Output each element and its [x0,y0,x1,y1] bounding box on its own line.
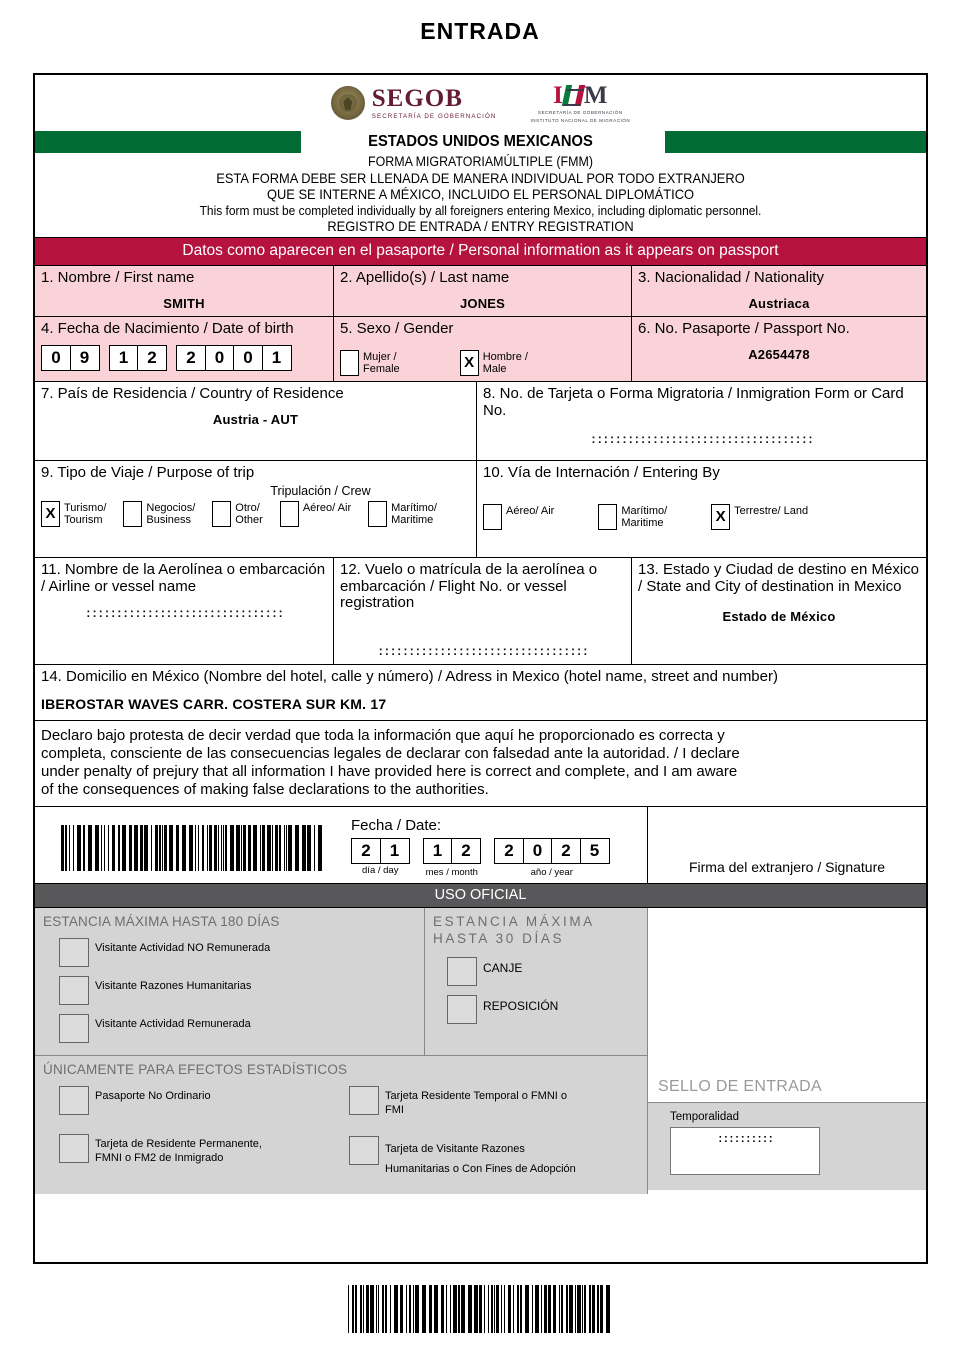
stay-30-title-line2: HASTA 30 DÍAS [433,930,565,946]
stat-label-3-line2: FMNI o FM2 de Inmigrado [95,1151,224,1164]
field-11-label: 11. Nombre de la Aerolínea o embarcación / Airline or vessel name [41,560,326,595]
entry-day-digit-1[interactable]: 2 [351,838,381,864]
field-14-label: 14. Domicilio en México (Nombre del hotel, calle y número) / Adress in Mexico (hotel name, street and number) [41,668,778,686]
temporalidad-block [648,1102,926,1190]
official-use-body [35,907,926,1194]
entry-month-digit-2[interactable]: 2 [451,838,481,864]
barcode-date-cell [35,807,648,883]
stat-checkbox-3[interactable] [59,1134,89,1163]
passport-data-banner: Datos como aparecen en el pasaporte / Personal information as it appears on passport [35,237,926,266]
field-6-label: 6. No. Pasaporte / Passport No. [638,319,850,337]
purpose-tourism-label-line2: Tourism [64,513,103,526]
field-3-label: 3. Nacionalidad / Nationality [638,269,824,287]
gender-male-label-line1: Hombre / [482,350,528,363]
stay180-checkbox-3[interactable] [59,1014,89,1043]
signature-label: Firma del extranjero / Signature [688,858,886,875]
temporalidad-label: Temporalidad [670,1110,740,1123]
official-use-banner: USO OFICIAL [35,884,926,907]
stay180-option-3[interactable] [59,1014,416,1043]
signature-cell[interactable] [648,807,926,883]
entry-day-digit-2[interactable]: 1 [380,838,410,864]
purpose-option-business[interactable] [123,501,195,527]
field-6-passport-no[interactable] [632,317,926,381]
field-2-last-name[interactable] [334,266,632,316]
field-1-label: 1. Nombre / First name [41,269,195,287]
entering-maritime-label-line1: Marítimo/ [621,504,668,517]
purpose-crew-maritime-label-line2: Maritime [391,513,434,526]
dob-year-digit-1[interactable]: 2 [176,345,206,371]
year-caption: año / year [530,866,573,878]
field-8-immigration-card-no[interactable] [477,382,926,460]
field-2-label: 2. Apellido(s) / Last name [340,269,510,287]
field-11-value: :::::::::::::::::::::::::::::::: [84,607,284,622]
inm-tricolor-icon [564,85,583,106]
inm-logo [530,83,630,123]
dob-year-digit-2[interactable]: 0 [205,345,235,371]
temporalidad-input[interactable] [670,1127,820,1175]
field-12-label: 12. Vuelo o matrícula de la aerolínea o embarcación / Flight No. or vessel registration [340,560,598,612]
gender-female-option[interactable] [340,350,400,376]
purpose-tourism-label-line1: Turismo/ [64,501,107,514]
stay-30-days-block [425,908,647,1055]
statistics-title: ÚNICAMENTE PARA EFECTOS ESTADÍSTICOS [43,1061,348,1077]
entry-year-digit-4[interactable]: 5 [580,838,610,864]
entry-stamp-area[interactable] [648,908,926,1102]
stat-option-2[interactable] [349,1086,639,1118]
purpose-crew-maritime-checkbox[interactable] [368,501,387,527]
stat-label-4-line2: Humanitarias o Con Fines de Adopción [385,1163,576,1176]
dob-day-group [41,345,100,371]
stat-label-2-line1: Tarjeta Residente Temporal o FMNI o [385,1089,567,1102]
declaration-line-1: Declaro bajo protesta de decir verdad que toda la información que aquí he proporcionado es correcta y [41,726,725,744]
field-2-value: JONES [459,295,506,311]
stat-checkbox-2[interactable] [349,1086,379,1115]
field-11-airline-name[interactable] [35,558,334,664]
stay-30-title-line1: ESTANCIA MÁXIMA [433,913,595,929]
stay30-option-canje[interactable] [447,957,639,986]
entry-year-digit-3[interactable]: 2 [551,838,581,864]
declaration-block [35,721,926,806]
mexican-eagle-seal-icon [331,86,365,120]
field-8-label: 8. No. de Tarjeta o Forma Migratoria / Inmigration Form or Card No. [483,384,904,419]
stay180-checkbox-1[interactable] [59,938,89,967]
stay180-checkbox-2[interactable] [59,976,89,1005]
entering-land-label-line1: Terrestre/ Land [734,504,809,517]
header-line-1: FORMA MIGRATORIAMÚLTIPLE (FMM) [368,154,593,169]
row-fields-4-5-6 [35,317,926,382]
purpose-tourism-checkbox[interactable]: X [41,501,60,527]
field-13-value: Estado de México [722,609,836,625]
inm-letter-i: I [553,81,563,109]
inm-letter-m: M [583,81,608,109]
field-10-label: 10. Vía de Internación / Entering By [483,463,720,481]
stay180-label-2: Visitante Razones Humanitarias [95,979,252,992]
logo-row [35,75,926,131]
declaration-line-4: of the consequences of making false declarations to the authorities. [41,780,489,798]
entering-land-checkbox[interactable]: X [711,504,730,530]
purpose-option-crew-maritime[interactable] [368,501,437,527]
field-4-date-boxes [41,345,327,371]
date-label: Fecha / Date: [351,816,442,834]
stay30-option-reposicion[interactable] [447,995,639,1024]
inm-subtitle-line1: SECRETARÍA DE GOBERNACIÓN [538,109,623,115]
entering-air-checkbox[interactable] [483,504,502,530]
header-line-3: QUE SE INTERNE A MÉXICO, INCLUIDO EL PERSONAL DIPLOMÁTICO [266,186,695,203]
stay180-label-3: Visitante Actividad Remunerada [95,1017,251,1030]
field-8-value: :::::::::::::::::::::::::::::::::::: [589,433,814,448]
row-fields-7-8 [35,382,926,461]
entering-air-label-line1: Aéreo/ Air [506,504,555,517]
form-frame [33,73,928,1264]
purpose-business-label-line1: Negocios/ [146,501,196,514]
field-7-label: 7. País de Residencia / Country of Residence [41,384,344,402]
field-13-destination[interactable] [632,558,926,664]
stat-checkbox-1[interactable] [59,1086,89,1115]
field-9-crew-label: Tripulación / Crew [270,483,371,498]
barcode-primary [61,825,323,871]
declaration-line-2: completa, consciente de las consecuencias legales de declarar con falsedad ante la autoridad. / I declare [41,744,740,762]
row-field-14 [35,665,926,721]
entering-maritime-label-line2: Maritime [621,516,664,529]
dob-year-digit-4[interactable]: 1 [262,345,292,371]
month-caption: mes / month [425,866,478,878]
header-lines [35,153,926,237]
stat-label-4-line1: Tarjeta de Visitante Razones [385,1143,525,1156]
stamp-label: SELLO DE ENTRADA [658,1077,822,1095]
gender-female-label-line1: Mujer / [363,350,397,363]
field-5-label: 5. Sexo / Gender [340,319,454,337]
stay-180-days-block [35,908,425,1055]
stat-checkbox-4[interactable] [349,1136,379,1165]
purpose-crew-air-checkbox[interactable] [280,501,299,527]
gender-female-checkbox[interactable] [340,350,359,376]
statistics-block [35,1056,647,1194]
field-5-gender[interactable] [334,317,632,381]
field-3-nationality[interactable] [632,266,926,316]
day-caption: día / day [362,864,399,876]
purpose-other-checkbox[interactable] [212,501,231,527]
barcode-footer [348,1285,612,1333]
row-fields-9-10 [35,461,926,558]
field-1-first-name[interactable] [35,266,334,316]
gender-male-checkbox[interactable]: X [460,350,479,376]
field-7-country-of-residence[interactable] [35,382,477,460]
page-title: ENTRADA [420,18,540,44]
header-line-4: This form must be completed individually by all foreigners entering Mexico, including diplomatic personnel. [199,202,762,218]
barcode-footer-wrapper [0,1285,960,1333]
dob-year-group [176,345,292,371]
dob-month-group [109,345,168,371]
declaration-line-3: under penalty of prejury that all information I have provided here is correct and complete, and I am aware [41,762,738,780]
green-banner-row [35,131,926,153]
dob-day-digit-1[interactable]: 0 [41,345,71,371]
entering-option-maritime[interactable] [598,504,667,530]
field-13-label: 13. Estado y Ciudad de destino en México / State and City of destination in Mexico [638,560,920,595]
purpose-crew-maritime-label-line1: Marítimo/ [391,501,437,514]
stat-option-1[interactable] [59,1086,349,1115]
field-3-value: Austriaca [748,295,810,311]
entry-year-digit-2[interactable]: 0 [523,838,553,864]
field-9-label: 9. Tipo de Viaje / Purpose of trip [41,463,255,481]
purpose-business-label-line2: Business [146,513,192,526]
dob-day-digit-2[interactable]: 9 [70,345,100,371]
stay30-label-canje: CANJE [483,960,523,975]
header-line-5: REGISTRO DE ENTRADA / ENTRY REGISTRATION [327,217,634,234]
header-line-2: ESTA FORMA DEBE SER LLENADA DE MANERA INDIVIDUAL POR TODO EXTRANJERO [216,169,745,186]
row-barcode-date-signature [35,807,926,884]
purpose-other-label-line1: Otro/ [235,501,260,514]
purpose-other-label-line2: Other [235,513,263,526]
entering-option-land[interactable] [711,504,808,530]
field-1-value: SMITH [163,295,205,311]
purpose-option-crew-air[interactable] [280,501,351,527]
stay30-checkbox-canje[interactable] [447,957,477,986]
field-14-address-in-mexico[interactable] [35,665,926,720]
segob-logo [331,86,497,120]
purpose-crew-air-label-line1: Aéreo/ Air [302,501,352,514]
stat-label-1-line1: Pasaporte No Ordinario [95,1089,211,1102]
field-10-entering-by[interactable] [477,461,926,557]
segob-subtitle: SECRETARÍA DE GOBERNACIÓN [371,112,497,120]
stay30-label-reposicion: REPOSICIÓN [483,998,559,1013]
official-use-right [648,908,926,1194]
stat-label-2-line2: FMI [385,1103,404,1116]
signature-date-boxes [351,838,610,878]
stay-180-title: ESTANCIA MÁXIMA HASTA 180 DÍAS [43,913,280,929]
stat-option-4[interactable] [349,1136,639,1180]
stay180-option-1[interactable] [59,938,416,967]
field-6-value: A2654478 [748,346,810,362]
dob-year-digit-3[interactable]: 0 [233,345,263,371]
gender-female-label-line2: Female [363,363,400,376]
dob-month-digit-2[interactable]: 2 [137,345,167,371]
temporalidad-value: :::::::::: [716,1133,773,1146]
purpose-option-other[interactable] [212,501,263,527]
inm-subtitle-line2: INSTITUTO NACIONAL DE MIGRACIÓN [530,117,631,123]
row-declaration [35,721,926,807]
field-9-purpose-of-trip[interactable] [35,461,477,557]
gender-male-option[interactable] [460,350,528,376]
stat-label-3-line1: Tarjeta de Residente Permanente, [95,1137,262,1150]
purpose-business-checkbox[interactable] [123,501,142,527]
field-14-value: IBEROSTAR WAVES CARR. COSTERA SUR KM. 17 [41,695,387,712]
gender-male-label-line2: Male [482,363,507,376]
stay30-checkbox-reposicion[interactable] [447,995,477,1024]
entry-month-digit-1[interactable]: 1 [423,838,453,864]
field-4-label: 4. Fecha de Nacimiento / Date of birth [41,319,294,337]
purpose-option-tourism[interactable] [41,501,106,527]
entry-year-digit-1[interactable]: 2 [494,838,524,864]
row-fields-11-12-13 [35,558,926,665]
stay180-label-1: Visitante Actividad NO Remunerada [95,941,271,954]
dob-month-digit-1[interactable]: 1 [109,345,139,371]
field-4-date-of-birth[interactable] [35,317,334,381]
entering-option-air[interactable] [483,504,554,530]
field-12-flight-no[interactable] [334,558,632,664]
segob-wordmark: SEGOB [371,84,463,112]
stay180-option-2[interactable] [59,976,416,1005]
row-fields-1-2-3 [35,266,926,317]
entering-maritime-checkbox[interactable] [598,504,617,530]
official-use-left [35,908,648,1194]
country-name: ESTADOS UNIDOS MEXICANOS [368,133,593,150]
field-12-value: :::::::::::::::::::::::::::::::::: [377,645,588,660]
stat-option-3[interactable] [59,1134,349,1166]
field-7-value: Austria - AUT [212,411,299,427]
